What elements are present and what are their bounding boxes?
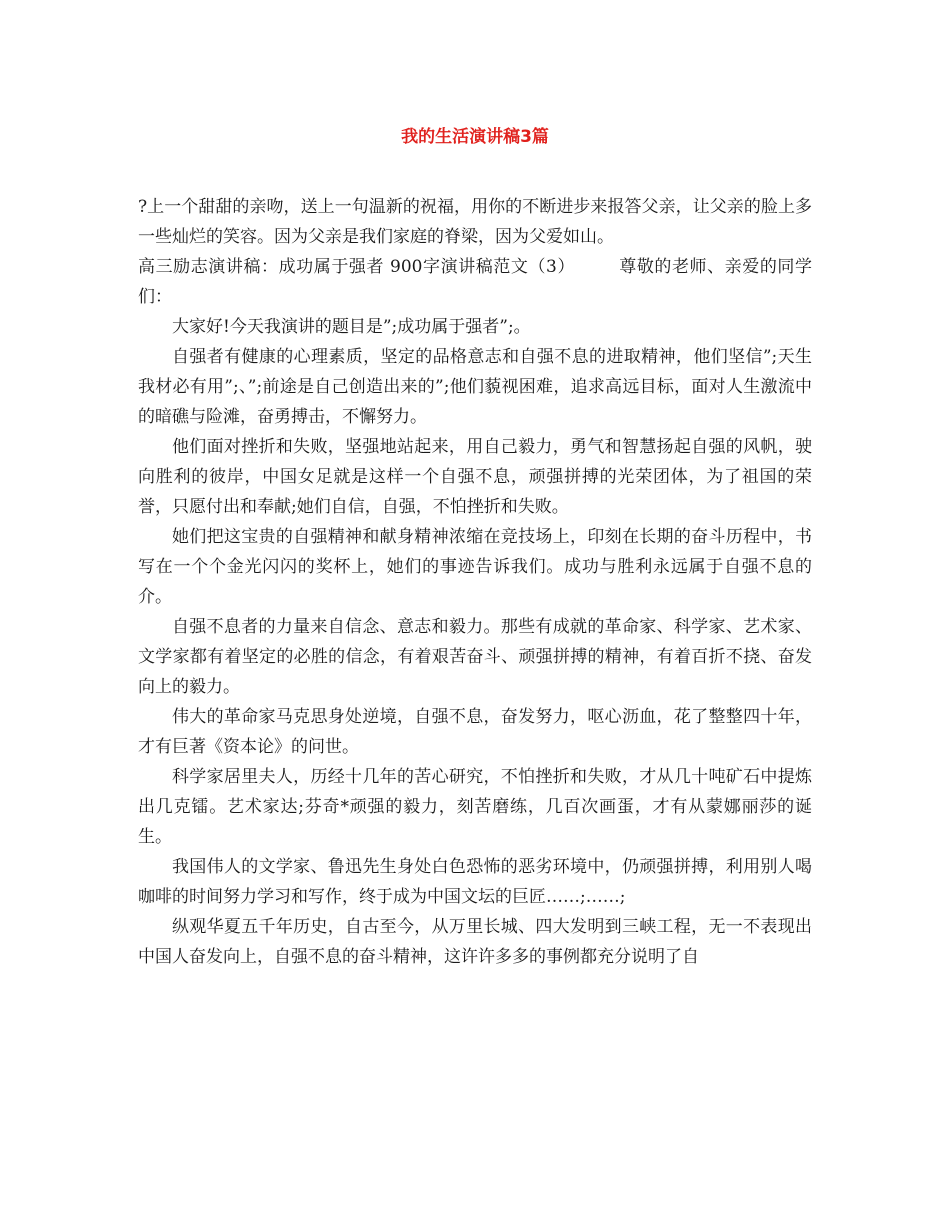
paragraph-9: 科学家居里夫人，历经十几年的苦心研究，不怕挫折和失败，才从几十吨矿石中提炼出几克镭。艺术家达;芬奇*顽强的毅力，刻苦磨练，几百次画蛋，才有从蒙娜丽莎的诞生。: [138, 767, 812, 847]
paragraph-1: ?上一个甜甜的亲吻，送上一句温新的祝福，用你的不断进步来报答父亲，让父亲的脸上多一些灿烂的笑容。因为父亲是我们家庭的脊梁，因为父爱如山。: [138, 197, 812, 247]
paragraph-7: 自强不息者的力量来自信念、意志和毅力。那些有成就的革命家、科学家、艺术家、文学家都有着坚定的必胜的信念，有着艰苦奋斗、顽强拼搏的精神，有着百折不挠、奋发向上的毅力。: [138, 617, 812, 697]
paragraph-6: 她们把这宝贵的自强精神和献身精神浓缩在竞技场上，印刻在长期的奋斗历程中，书写在一个个金光闪闪的奖杯上，她们的事迹告诉我们。成功与胜利永远属于自强不息的介。: [138, 527, 812, 607]
paragraph-8: 伟大的革命家马克思身处逆境，自强不息，奋发努力，呕心沥血，花了整整四十年，才有巨著《资本论》的问世。: [138, 707, 812, 757]
paragraph-4: 自强者有健康的心理素质，坚定的品格意志和自强不息的进取精神，他们坚信”;天生我材必有用”;、”;前途是自己创造出来的”;他们藐视困难，追求高远目标，面对人生激流中的暗礁与险滩，奋勇搏击，不懈努力。: [138, 347, 812, 427]
paragraph-3: 大家好!今天我演讲的题目是”;成功属于强者”;。: [172, 317, 531, 337]
document-body: [138, 192, 812, 972]
document-title: 我的生活演讲稿3篇: [401, 127, 549, 147]
paragraph-5: 他们面对挫折和失败，坚强地站起来，用自己毅力，勇气和智慧扬起自强的风帆，驶向胜利的彼岸，中国女足就是这样一个自强不息，顽强拼搏的光荣团体，为了祖国的荣誉，只愿付出和奉献;她们自信，自强，不怕挫折和失败。: [138, 437, 812, 517]
paragraph-10: 我国伟人的文学家、鲁迅先生身处白色恐怖的恶劣环境中，仍顽强拼搏，利用别人喝咖啡的时间努力学习和写作，终于成为中国文坛的巨匠……;……;: [138, 857, 812, 907]
paragraph-2: 高三励志演讲稿：成功属于强者 900字演讲稿范文（3） 尊敬的老师、亲爱的同学们：: [138, 257, 812, 307]
paragraph-11: 纵观华夏五千年历史，自古至今，从万里长城、四大发明到三峡工程，无一不表现出中国人奋发向上，自强不息的奋斗精神，这许许多多的事例都充分说明了自: [138, 917, 812, 967]
